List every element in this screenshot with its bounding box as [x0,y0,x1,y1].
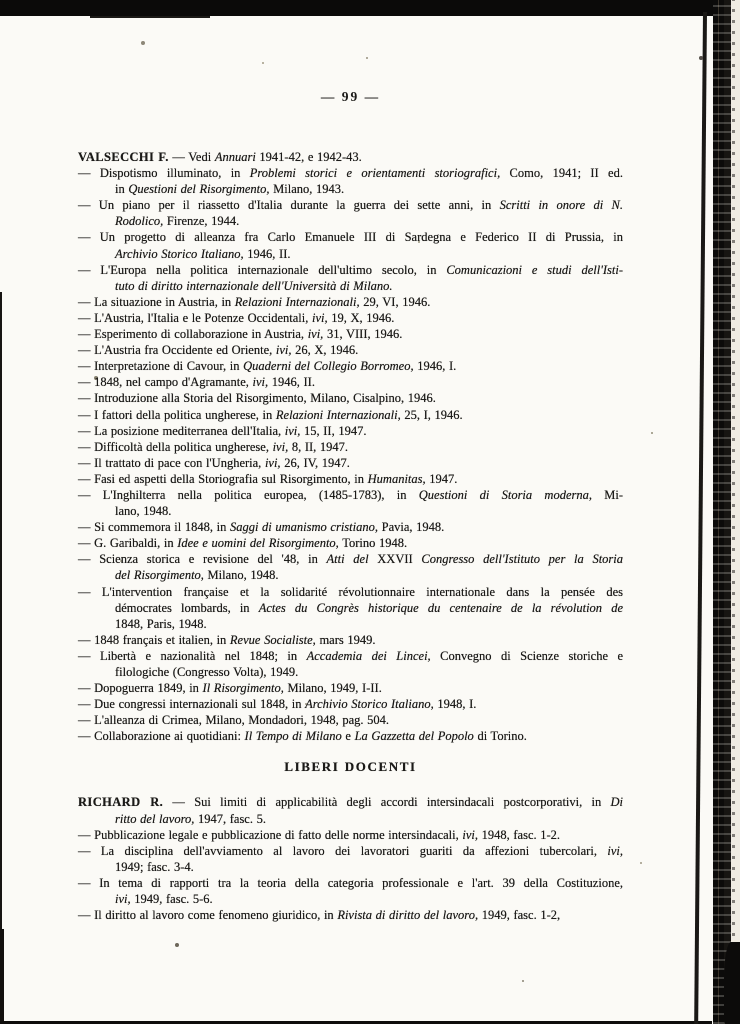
scan-left-edge-line [0,292,2,1024]
entry-text: — Un piano per il riassetto d'Italia durante la guerra dei sette anni, in [78,198,500,213]
italic-title-text: Idee e uomini del Risorgimento, [177,536,339,551]
italic-title-text: ivi, [607,843,623,858]
bibliography-entry [78,310,623,326]
entry-line [78,326,623,342]
bibliography-entry [78,728,623,744]
italic-title-text: Il Tempo di Milano [244,729,342,744]
entry-text: Firenze, 1944. [163,214,240,229]
entry-text: Pavia, 1948. [378,520,445,535]
entry-text: — I fattori della politica ungherese, in [78,407,276,422]
italic-title-text: ivi, [462,827,479,842]
entry-line [78,875,623,891]
entry-text: di Torino. [473,729,527,744]
bibliography-entry [78,535,623,551]
entry-line [78,794,623,810]
entry-text: 1941-42, e 1942-43. [255,150,362,164]
entry-text: — Si commemora il 1848, in [78,520,230,535]
italic-title-text: Actes du Congrès historique du centenaire de la révolution de [258,600,623,615]
bibliography-entry [78,374,623,390]
entry-text: 25, I, 1946. [400,407,463,422]
bibliography-entry [78,262,623,294]
italic-title-text: Relazioni Internazionali, [234,294,360,309]
entry-text: — 1848 français et italien, in [78,632,230,647]
bibliography-entry [78,843,623,875]
entry-text: 1949, fasc. 1-2, [478,908,561,923]
book-spine-shadow-line [694,12,707,1024]
entry-text: 1848, Paris, 1948. [115,616,207,631]
italic-title-text: Quaderni del Collegio Borromeo, [243,359,414,374]
entry-text: Milano, 1949, I-II. [283,681,382,696]
section-heading: LIBERI DOCENTI [284,759,417,775]
entry-text: in [115,182,129,197]
bibliography-entry [78,907,623,923]
entry-line [78,811,623,827]
italic-title-text: Saggi di umanismo cristiano, [229,520,378,535]
bibliography-entry [78,696,623,712]
entry-text: — La situazione in Austria, in [78,294,235,309]
entry-line [78,278,623,294]
italic-title-text: Rivista di diritto del lavoro, [337,908,479,923]
entry-line [78,471,623,487]
bibliography-entry [78,632,623,648]
bibliography-entry [78,551,623,583]
entry-text: 26, IV, 1947. [280,455,350,470]
entry-line [78,632,623,648]
entry-line [78,535,623,551]
entry-line [78,262,623,278]
italic-title-text: Problemi storici e orientamenti storiografici, [249,166,501,181]
bibliography-entry [78,229,623,261]
entry-line [78,423,623,439]
entry-line [78,181,623,197]
entry-text: — L'Austria, l'Italia e le Potenze Occidentali, [78,310,312,325]
entry-text: — L'alleanza di Crimea, Milano, Mondadori, 1948, pag. 504. [78,713,390,728]
entry-text: — Difficoltà della politica ungherese, [78,439,273,454]
italic-title-text: La Gazzetta del Popolo [354,729,474,744]
bibliography-entry [78,197,623,229]
italic-title-text: tuto di diritto internazionale dell'Università di Milano. [115,278,393,293]
italic-title-text: Di [610,795,624,810]
italic-title-text: ivi, [272,439,289,454]
bibliography-entry [78,827,623,843]
scan-dust-specks [0,0,2,2]
entry-line [78,907,623,923]
entry-text: — In tema di rapporti tra la teoria della categoria professionale e l'art. 39 della Costituzione, [78,875,623,890]
entry-text: 1948, fasc. 1-2. [478,827,561,842]
entry-line [78,696,623,712]
entry-text: filologiche (Congresso Volta), 1949. [115,665,299,679]
entry-line [78,859,623,875]
italic-title-text: Relazioni Internazionali, [275,407,401,422]
entry-text: XXVII [377,552,413,567]
italic-title-text: Revue Socialiste, [229,632,316,647]
entry-text: 19, X, 1946. [327,310,395,325]
entry-text: 1947. [425,471,458,486]
bibliography-entry [78,471,623,487]
entry-text: lano, 1948. [115,504,172,519]
entry-text: 1948, I. [433,697,477,712]
entry-text: — Pubblicazione legale e pubblicazione di fatto delle norme intersindacali, [78,827,463,842]
entry-text: 1946, I. [413,359,457,374]
entry-line [78,342,623,358]
entry-line [78,616,623,632]
entry-line [78,664,623,680]
entry-line [78,390,623,406]
entry-text: — Sui limiti di applicabilità degli accordi intersindacali postcorporativi, in [163,795,611,810]
entry-text: e [341,729,355,744]
entry-text: 8, II, 1947. [288,439,349,454]
entry-line [78,827,623,843]
bibliography-entry [78,294,623,310]
italic-title-text: ivi, [311,310,328,325]
entry-line [78,680,623,696]
entry-line [78,567,623,583]
bibliography-entry [78,342,623,358]
entry-text: — Introduzione alla Storia del Risorgimento, Milano, Cisalpino, 1946. [78,391,436,406]
entry-text: — Esperimento di collaborazione in Austria, [78,327,308,342]
entry-text: — L'intervention française et la solidarité révolutionnaire internationale dans la pensée des [78,584,623,599]
entry-line [78,487,623,503]
bibliography-text [78,149,623,923]
bibliography-entry [78,439,623,455]
scan-right-edge-strip [731,0,740,1024]
entry-line [78,229,623,245]
entry-line [78,374,623,390]
entry-text: — L'Austria fra Occidente ed Oriente, [78,343,276,358]
entry-line [78,149,623,165]
entry-text: — Il diritto al lavoro come fenomeno giuridico, in [78,908,338,923]
entry-line [78,213,623,229]
entry-text: mars 1949. [315,632,376,647]
entry-text: VALSECCHI F. [78,150,169,164]
entry-line [78,310,623,326]
entry-text: Mi- [591,487,623,502]
book-spine-dark-band [713,0,731,1024]
entry-text: démocrates lombards, in [115,600,259,615]
entry-line [78,358,623,374]
italic-title-text: ivi, [275,343,292,358]
bibliography-entry [78,648,623,680]
entry-text: — Interpretazione di Cavour, in [78,359,244,374]
italic-title-text: Congresso dell'Istituto per la Storia [412,552,624,567]
entry-line [78,407,623,423]
entry-line [78,519,623,535]
entry-text: — L'Europa nella politica internazionale dell'ultimo secolo, in [78,262,447,277]
entry-text: — Vedi [168,150,215,164]
entry-text: — Dopoguerra 1849, in [78,681,203,696]
bibliography-entry [78,487,623,519]
entry-text: — Scienza storica e revisione del '48, in [78,552,327,567]
entry-text: — G. Garibaldi, in [78,536,178,551]
entry-line [78,584,623,600]
entry-line [78,891,623,907]
page-number: — 99 — [320,89,381,104]
bibliography-entry [78,407,623,423]
entry-line [78,843,623,859]
italic-title-text: ivi, [307,327,324,342]
entry-text: Convegno di Scienze storiche e [430,648,624,663]
entry-text: — Dispotismo illuminato, in [78,166,250,181]
entry-line [78,197,623,213]
entry-line [78,648,623,664]
bibliography-entry [78,875,623,907]
italic-title-text: Annuari [214,150,256,164]
bibliography-entry [78,149,623,165]
entry-text: Milano, 1943. [269,182,345,197]
italic-title-text: Questioni del Risorgimento, [128,182,270,197]
entry-text: — Fasi ed aspetti della Storiografia sul Risorgimento, in [78,471,368,486]
italic-title-text: Il Risorgimento, [202,681,284,696]
entry-text: 1946, II. [268,375,315,390]
entry-text: Torino 1948. [338,536,408,551]
bibliography-entry [78,584,623,632]
entry-text: RICHARD R. [78,795,164,810]
italic-title-text: Accademia dei Lincei, [306,648,431,663]
bibliography-entry [78,519,623,535]
bibliography-entry [78,794,623,826]
bibliography-entry [78,390,623,406]
bibliography-entry [78,423,623,439]
italic-title-text: Questioni di Storia moderna, [418,487,592,502]
scan-top-edge [0,0,740,16]
entry-text: — La posizione mediterranea dell'Italia, [78,423,285,438]
entry-text: — Il trattato di pace con l'Ungheria, [78,455,265,470]
italic-title-text: Archivio Storico Italiano, [305,697,434,712]
bibliography-entry [78,326,623,342]
italic-title-text: del Risorgimento, [115,568,204,583]
entry-text: — Due congressi internazionali sul 1848, in [78,697,306,712]
italic-title-text: Atti del [326,552,378,567]
bibliography-entry [78,358,623,374]
entry-line [78,712,623,728]
entry-text: 31, VIII, 1946. [323,327,403,342]
entry-text: — L'Inghilterra nella politica europea, (1485-1783), in [78,487,419,502]
entry-text: 15, II, 1947. [300,423,367,438]
italic-title-text: Archivio Storico Italiano, [115,246,244,261]
entry-text: 1949, fasc. 5-6. [130,892,213,907]
entry-line [78,728,623,744]
entry-text: 1946, II. [243,246,291,261]
bibliography-entry [78,712,623,728]
entry-text: Como, 1941; II ed. [500,166,623,181]
entry-text: — Libertà e nazionalità nel 1848; in [78,648,307,663]
italic-title-text: Scritti in onore di N. [499,198,623,213]
entry-text: — Un progetto di alleanza fra Carlo Emanuele III di Sardegna e Federico II di Prussia, in [78,230,623,245]
entry-text: 1947, fasc. 5. [194,811,266,826]
entry-text: — 1848, nel campo d'Agramante, [78,375,253,390]
italic-title-text: Comunicazioni e studi dell'Isti- [446,262,624,277]
italic-title-text: ivi, [264,455,281,470]
bibliography-entry [78,455,623,471]
italic-title-text: ivi, [252,375,269,390]
entry-line [78,600,623,616]
entry-line [78,455,623,471]
italic-title-text: Humanitas, [367,471,426,486]
bibliography-entry [78,165,623,197]
scan-corner-ink-blob [724,942,740,1024]
entry-line [78,551,623,567]
bibliography-entry [78,680,623,696]
entry-line [78,439,623,455]
entry-text: — Collaborazione ai quotidiani: [78,729,245,744]
italic-title-text: ivi, [115,892,131,907]
entry-line [78,165,623,181]
entry-text: 26, X, 1946. [291,343,359,358]
entry-line [78,503,623,519]
entry-text: 1949; fasc. 3-4. [115,859,194,874]
italic-title-text: ivi, [284,423,301,438]
entry-line [78,294,623,310]
scan-left-edge-foot [0,929,4,1024]
entry-text: — La disciplina dell'avviamento al lavoro dei lavoratori guariti da affezioni tubercolari, [78,843,608,858]
entry-text: 29, VI, 1946. [359,294,431,309]
italic-title-text: ritto del lavoro, [115,811,195,826]
entry-text: Milano, 1948. [203,568,279,583]
italic-title-text: Rodolico, [115,214,164,229]
entry-line [78,246,623,262]
